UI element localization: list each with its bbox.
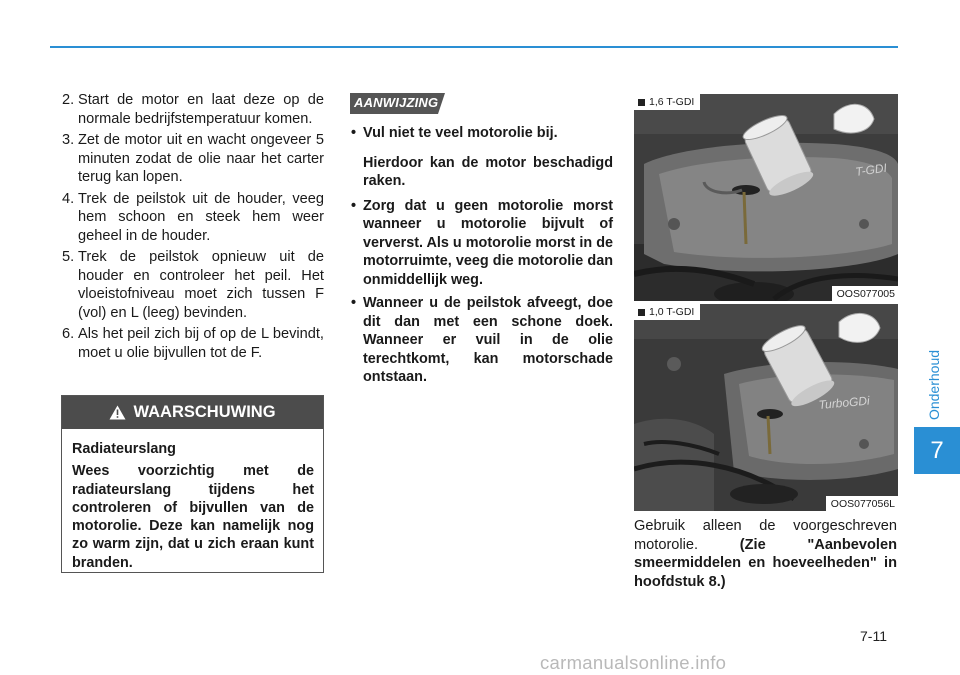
- bullet: •: [351, 295, 357, 311]
- steps-list: [62, 91, 324, 365]
- step-item: [62, 91, 324, 128]
- warning-header-label: WAARSCHUWING: [133, 403, 276, 421]
- step-number: 3.: [62, 132, 75, 148]
- engine-illustration: [634, 304, 898, 511]
- section-side-label: [919, 345, 949, 425]
- warning-header: [62, 396, 323, 429]
- warning-title: Radiateurslang: [72, 441, 176, 457]
- engine-photo-1: [634, 94, 898, 301]
- square-bullet-icon: [638, 99, 645, 106]
- warning-box: [61, 395, 324, 573]
- step-item: [62, 248, 324, 322]
- warning-body: [62, 429, 323, 572]
- image-tag-label: 1,6 T-GDI: [649, 96, 695, 108]
- chapter-tab: [914, 427, 960, 474]
- note-item: [351, 197, 613, 290]
- bullet: •: [351, 197, 357, 214]
- step-text: Trek de peilstok uit de houder, veeg hem schoon en steek hem weer geheel in de houder.: [78, 190, 324, 244]
- caption-plain: Gebruik alleen de voorgeschreven motorolie.: [634, 518, 897, 553]
- engine-illustration: [634, 94, 898, 301]
- note-label: [350, 93, 445, 114]
- square-bullet-icon: [638, 309, 645, 316]
- image-caption: [634, 517, 897, 591]
- step-number: 4.: [62, 190, 75, 207]
- note-list: [351, 124, 613, 392]
- step-text: Start de motor en laat deze op de normale bedrijfstemperatuur komen.: [78, 92, 324, 127]
- engine-cover-text: T-GDI: [854, 160, 888, 179]
- image-tag: [634, 94, 700, 110]
- watermark: carmanualsonline.info: [540, 652, 727, 673]
- warning-triangle-icon: [109, 405, 126, 420]
- note-text: Vul niet te veel motorolie bij.: [363, 125, 558, 141]
- chapter-number: 7: [930, 436, 944, 464]
- image-tag: [634, 304, 700, 320]
- note-item: [351, 124, 613, 191]
- warning-text: Wees voorzichtig met de radiateurslang tijdens het controleren of bijvullen van de motorolie. Deze kan namelijk nog zo warm zijn, dat u zich eraan kunt branden.: [72, 463, 314, 571]
- step-text: Zet de motor uit en wacht ongeveer 5 minuten zodat de olie naar het carter terug kan lopen.: [78, 132, 324, 185]
- image-tag-label: 1,0 T-GDI: [649, 306, 695, 318]
- image-code: OOS077005: [832, 286, 898, 301]
- engine-cover-text: TurboGDi: [818, 393, 871, 412]
- engine-photo-2: [634, 304, 898, 511]
- top-rule: [50, 46, 898, 48]
- step-text: Als het peil zich bij of op de L bevindt, moet u olie bijvullen tot de F.: [78, 326, 324, 361]
- caption-reference: (Zie "Aanbevolen smeermiddelen en hoeveelheden" in hoofdstuk 8.): [634, 536, 897, 590]
- step-item: [62, 325, 324, 362]
- page-number: 7-11: [860, 628, 887, 644]
- step-item: [62, 190, 324, 246]
- step-item: [62, 131, 324, 187]
- note-text: Wanneer u de peilstok afveegt, doe dit dan met een schone doek. Wanneer er vuil in de olie terechtkomt, kan motorschade ontstaan.: [363, 295, 613, 385]
- note-label-text: AANWIJZING: [354, 95, 439, 110]
- note-item: [351, 294, 613, 387]
- section-name: Onderhoud: [926, 349, 942, 421]
- note-row: [351, 124, 613, 148]
- step-text: Trek de peilstok opnieuw uit de houder en controleer het peil. Het vloeistofniveau moet zich tussen F (vol) en L (leeg) bevinden.: [78, 249, 324, 321]
- step-number: 6.: [62, 326, 75, 342]
- step-number: 2.: [62, 92, 75, 108]
- image-code: OOS077056L: [826, 496, 898, 511]
- step-number: 5.: [62, 249, 75, 265]
- note-text: Zorg dat u geen motorolie morst wanneer u motorolie bijvult of ververst. Als u motorolie morst in de motorruimte, veeg die motorolie dan onmiddellijk weg.: [363, 197, 613, 288]
- note-subtext: Hierdoor kan de motor beschadigd raken.: [363, 154, 613, 189]
- bullet: •: [351, 125, 357, 141]
